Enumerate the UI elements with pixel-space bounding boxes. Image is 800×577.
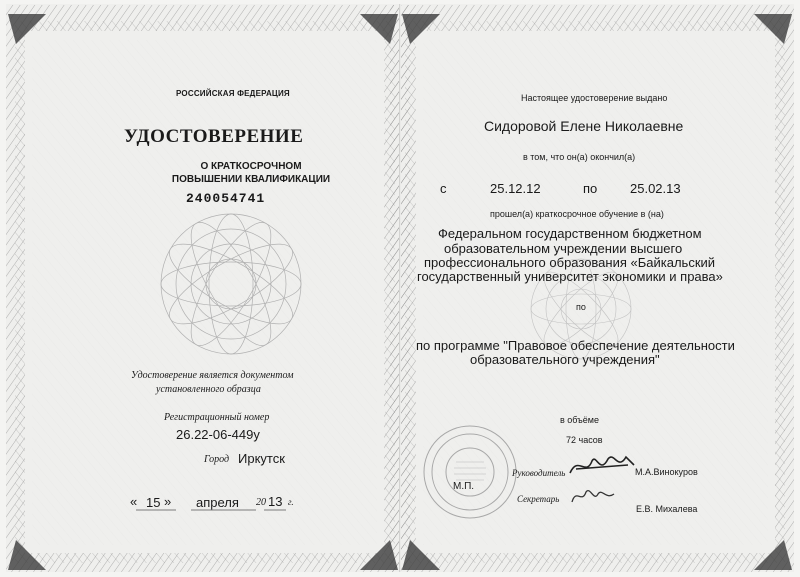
date-underline (136, 509, 306, 513)
institution-line3: профессионального образования «Байкальский (424, 255, 716, 270)
country-label: РОССИЙСКАЯ ФЕДЕРАЦИЯ (176, 89, 290, 98)
program-line1: по программе "Правовое обеспечение деятельности (416, 338, 735, 353)
document-title: УДОСТОВЕРЕНИЕ (124, 126, 304, 147)
date-month: апреля (196, 495, 239, 510)
completed-label: в том, что он(а) окончил(а) (523, 152, 636, 162)
program-line2: образовательного учреждения" (470, 352, 660, 367)
volume-value: 72 часов (566, 435, 603, 445)
left-page (6, 4, 400, 572)
director-name: М.А.Винокуров (635, 467, 698, 477)
po-label: по (576, 302, 586, 312)
serial-number: 240054741 (186, 191, 266, 206)
date-year-suffix: г. (288, 497, 294, 507)
city-value: Иркутск (238, 451, 285, 466)
subtitle-line2: ПОВЫШЕНИИ КВАЛИФИКАЦИИ (171, 174, 331, 185)
to-label: по (583, 181, 598, 196)
date-year-prefix: 20 (256, 497, 266, 508)
date-day: 15 (146, 495, 161, 510)
subtitle-line1: О КРАТКОСРОЧНОМ (200, 161, 302, 172)
training-label: прошел(а) краткосрочное обучение в (на) (490, 209, 664, 219)
volume-label: в объёме (560, 415, 599, 425)
director-label: Руководитель (512, 468, 566, 478)
secretary-signature (568, 484, 618, 508)
reg-label: Регистрационный номер (164, 412, 270, 423)
mp-label: М.П. (453, 481, 475, 492)
recipient-name: Сидоровой Елене Николаевне (484, 118, 684, 134)
right-page (400, 4, 794, 572)
date-year: 13 (268, 494, 283, 509)
city-label: Город (204, 454, 230, 465)
director-signature (568, 451, 638, 481)
institution-line2: образовательном учреждении высшего (444, 241, 683, 256)
note-line2: установленного образца (156, 384, 261, 395)
secretary-name: Е.В. Михалева (636, 504, 698, 514)
date-quote-open: « (130, 494, 138, 509)
reg-number: 26.22-06-449у (176, 427, 260, 442)
date-quote-close: » (164, 494, 172, 509)
certificate-document (6, 4, 794, 572)
secretary-label: Секретарь (517, 494, 560, 504)
from-label: с (440, 181, 447, 196)
from-date: 25.12.12 (490, 181, 541, 196)
institution-line4: государственный университет экономики и права» (417, 269, 723, 284)
round-stamp (420, 422, 520, 522)
to-date: 25.02.13 (630, 181, 681, 196)
issued-to-label: Настоящее удостоверение выдано (521, 93, 668, 103)
institution-line1: Федеральном государственном бюджетном (438, 226, 702, 241)
note-line1: Удостоверение является документом (131, 370, 294, 381)
